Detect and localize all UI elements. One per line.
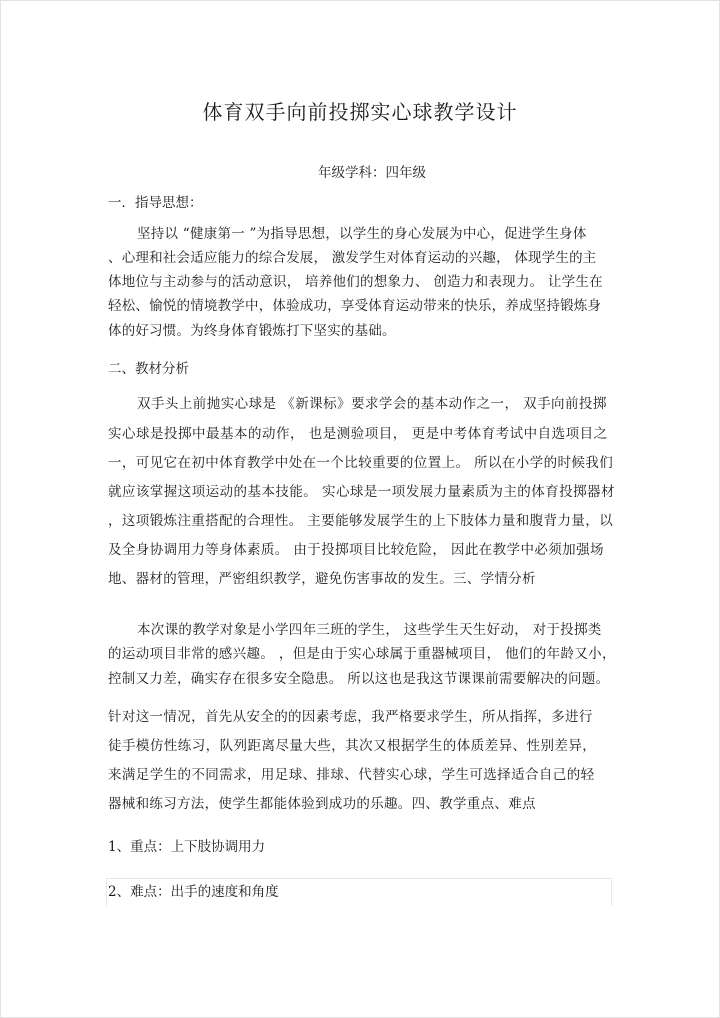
paragraph-line: 一，可见它在初中体育教学中处在一个比较重要的位置上。 所以在小学的时候我们	[108, 455, 614, 471]
paragraph-line: 及全身协调用力等身体素质。 由于投掷项目比较危险， 因此在教学中必须加强场	[108, 542, 604, 558]
paragraph-line: 针对这一情况，首先从安全的的因素考虑，我严格要求学生，所从指挥，多进行	[108, 709, 593, 725]
paragraph-line: 本次课的教学对象是小学四年三班的学生， 这些学生天生好动， 对于投掷类	[137, 622, 602, 638]
key-point-line: 1、重点：上下肢协调用力	[108, 839, 266, 855]
paragraph-line: 徒手模仿性练习，队列距离尽量大些，其次又根据学生的体质差异、性别差异，	[108, 738, 597, 754]
paragraph-line: 控制又力差，确实存在很多安全隐患。 所以这也是我这节课课前需要解决的问题。	[108, 671, 610, 687]
paragraph-line: 轻松、愉悦的情境教学中，体验成功，享受体育运动带来的快乐，养成坚持锻炼身	[108, 298, 602, 314]
paragraph-line: 坚持以 “健康第一 ”为指导思想，以学生的身心发展为中心，促进学生身体	[137, 226, 587, 242]
paragraph-line: 就应该掌握这项运动的基本技能。 实心球是一项发展力量素质为主的体育投掷器材	[108, 484, 615, 500]
paragraph-line: 实心球是投掷中最基本的动作， 也是测验项目， 更是中考体育考试中自选项目之	[108, 426, 608, 442]
document-title: 体育双手向前投掷实心球教学设计	[202, 100, 518, 124]
paragraph-line: 体地位与主动参与的活动意识， 培养他们的想象力、 创造力和表现力。 让学生在	[108, 274, 603, 290]
section-heading-material-analysis: 二、教材分析	[108, 361, 189, 377]
paragraph-line: ，这项锻炼注重搭配的合理性。 主要能够发展学生的上下肢体力量和腹背力量，以	[108, 513, 614, 529]
grade-subject: 年级学科：四年级	[318, 165, 426, 181]
paragraph-line: 地、器材的管理，严密组织教学，避免伤害事故的发生。三、学情分析	[108, 571, 536, 587]
paragraph-line: 器械和练习方法，使学生都能体验到成功的乐趣。四、教学重点、难点	[108, 796, 536, 812]
paragraph-line: 双手头上前抛实心球是 《新课标》要求学会的基本动作之一， 双手向前投掷	[137, 396, 607, 412]
section-heading-guiding-thought: 一．指导思想：	[108, 195, 203, 211]
paragraph-line: 的运动项目非常的感兴趣。 ，但是由于实心球属于重器械项目， 他们的年龄又小，	[108, 646, 616, 662]
paragraph-line: 体的好习惯。为终身体育锻炼打下坚实的基础。	[108, 323, 396, 339]
paragraph-line: 、心理和社会适应能力的综合发展， 激发学生对体育运动的兴趣， 体现学生的主	[108, 250, 597, 266]
paragraph-line: 来满足学生的不同需求，用足球、排球、代替实心球，学生可选择适合自己的轻	[108, 767, 595, 783]
difficulty-line: 2、难点：出手的速度和角度	[108, 884, 279, 900]
